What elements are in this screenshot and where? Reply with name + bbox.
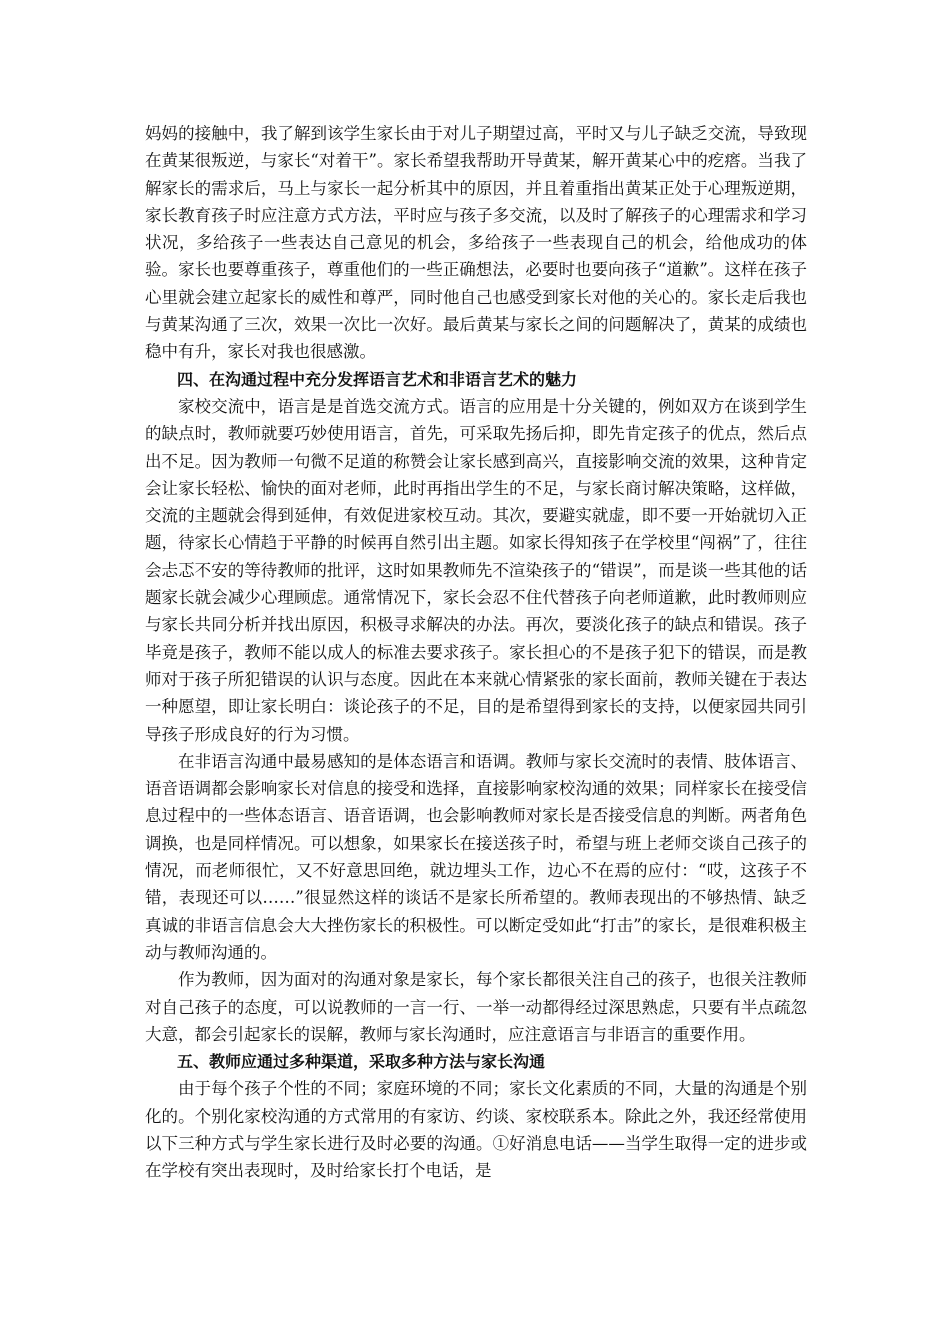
paragraph: 由于每个孩子个性的不同；家庭环境的不同；家长文化素质的不同，大量的沟通是个别化的。个别化家校沟通的方式常用的有家访、约谈、家校联系本。除此之外，我还经常使用以下三种方式与学生家长进行及时必要的沟通。①好消息电话——当学生取得一定的进步或在学校有突出表现时，及时给家长打个电话，是 [145, 1079, 807, 1181]
paragraph: 在非语言沟通中最易感知的是体态语言和语调。教师与家长交流时的表情、肢体语言、语音语调都会影响家长对信息的接受和选择，直接影响家校沟通的效果；同样家长在接受信息过程中的一些体态语言、语音语调，也会影响教师对家长是否接受信息的判断。两者角色调换，也是同样情况。可以想象，如果家长在接送孩子时，希望与班上老师交谈自己孩子的情况，而老师很忙，又不好意思回绝，就边埋头工作，边心不在焉的应付：“哎，这孩子不错，表现还可以……”很显然这样的谈话不是家长所希望的。教师表现出的不够热情、缺乏真诚的非语言信息会大大挫伤家长的积极性。可以断定受如此“打击”的家长，是很难积极主动与教师沟通的。 [145, 751, 807, 962]
paragraph: 作为教师，因为面对的沟通对象是家长，每个家长都很关注自己的孩子，也很关注教师对自己孩子的态度，可以说教师的一言一行、一举一动都得经过深思熟虑，只要有半点疏忽大意，都会引起家长的误解，教师与家长沟通时，应注意语言与非语言的重要作用。 [145, 970, 807, 1044]
paragraph: 妈妈的接触中，我了解到该学生家长由于对儿子期望过高，平时又与儿子缺乏交流，导致现在黄某很叛逆，与家长“对着干”。家长希望我帮助开导黄某，解开黄某心中的疙瘩。当我了解家长的需求后，马上与家长一起分析其中的原因，并且着重指出黄某正处于心理叛逆期，家长教育孩子时应注意方式方法，平时应与孩子多交流，以及时了解孩子的心理需求和学习状况，多给孩子一些表达自己意见的机会，多给孩子一些表现自己的机会，给他成功的体验。家长也要尊重孩子，尊重他们的一些正确想法，必要时也要向孩子“道歉”。这样在孩子心里就会建立起家长的威性和尊严，同时他自己也感受到家长对他的关心的。家长走后我也与黄某沟通了三次，效果一次比一次好。最后黄某与家长之间的问题解决了，黄某的成绩也稳中有升，家长对我也很感激。 [145, 124, 807, 362]
section-heading: 五、教师应通过多种渠道，采取多种方法与家长沟通 [177, 1052, 546, 1072]
section-heading: 四、在沟通过程中充分发挥语言艺术和非语言艺术的魅力 [177, 369, 578, 389]
document-body [145, 120, 807, 1185]
paragraph: 家校交流中，语言是是首选交流方式。语言的应用是十分关键的，例如双方在谈到学生的缺点时，教师就要巧妙使用语言，首先，可采取先扬后抑，即先肯定孩子的优点，然后点出不足。因为教师一句微不足道的称赞会让家长感到高兴，直接影响交流的效果，这种肯定会让家长轻松、愉快的面对老师，此时再指出学生的不足，与家长商讨解决策略，这样做，交流的主题就会得到延伸，有效促进家校互动。其次，要避实就虚，即不要一开始就切入正题，待家长心情趋于平静的时候再自然引出主题。如家长得知孩子在学校里“闯祸”了，往往会忐忑不安的等待教师的批评，这时如果教师先不渲染孩子的“错误”，而是谈一些其他的话题家长就会减少心理顾虑。通常情况下，家长会忍不住代替孩子向老师道歉，此时教师则应与家长共同分析并找出原因，积极寻求解决的办法。再次，要淡化孩子的缺点和错误。孩子毕竟是孩子，教师不能以成人的标准去要求孩子。家长担心的不是孩子犯下的错误，而是教师对于孩子所犯错误的认识与态度。因此在本来就心情紧张的家长面前，教师关键在于表达一种愿望，即让家长明白：谈论孩子的不足，目的是希望得到家长的支持，以便家园共同引导孩子形成良好的行为习惯。 [145, 396, 807, 744]
